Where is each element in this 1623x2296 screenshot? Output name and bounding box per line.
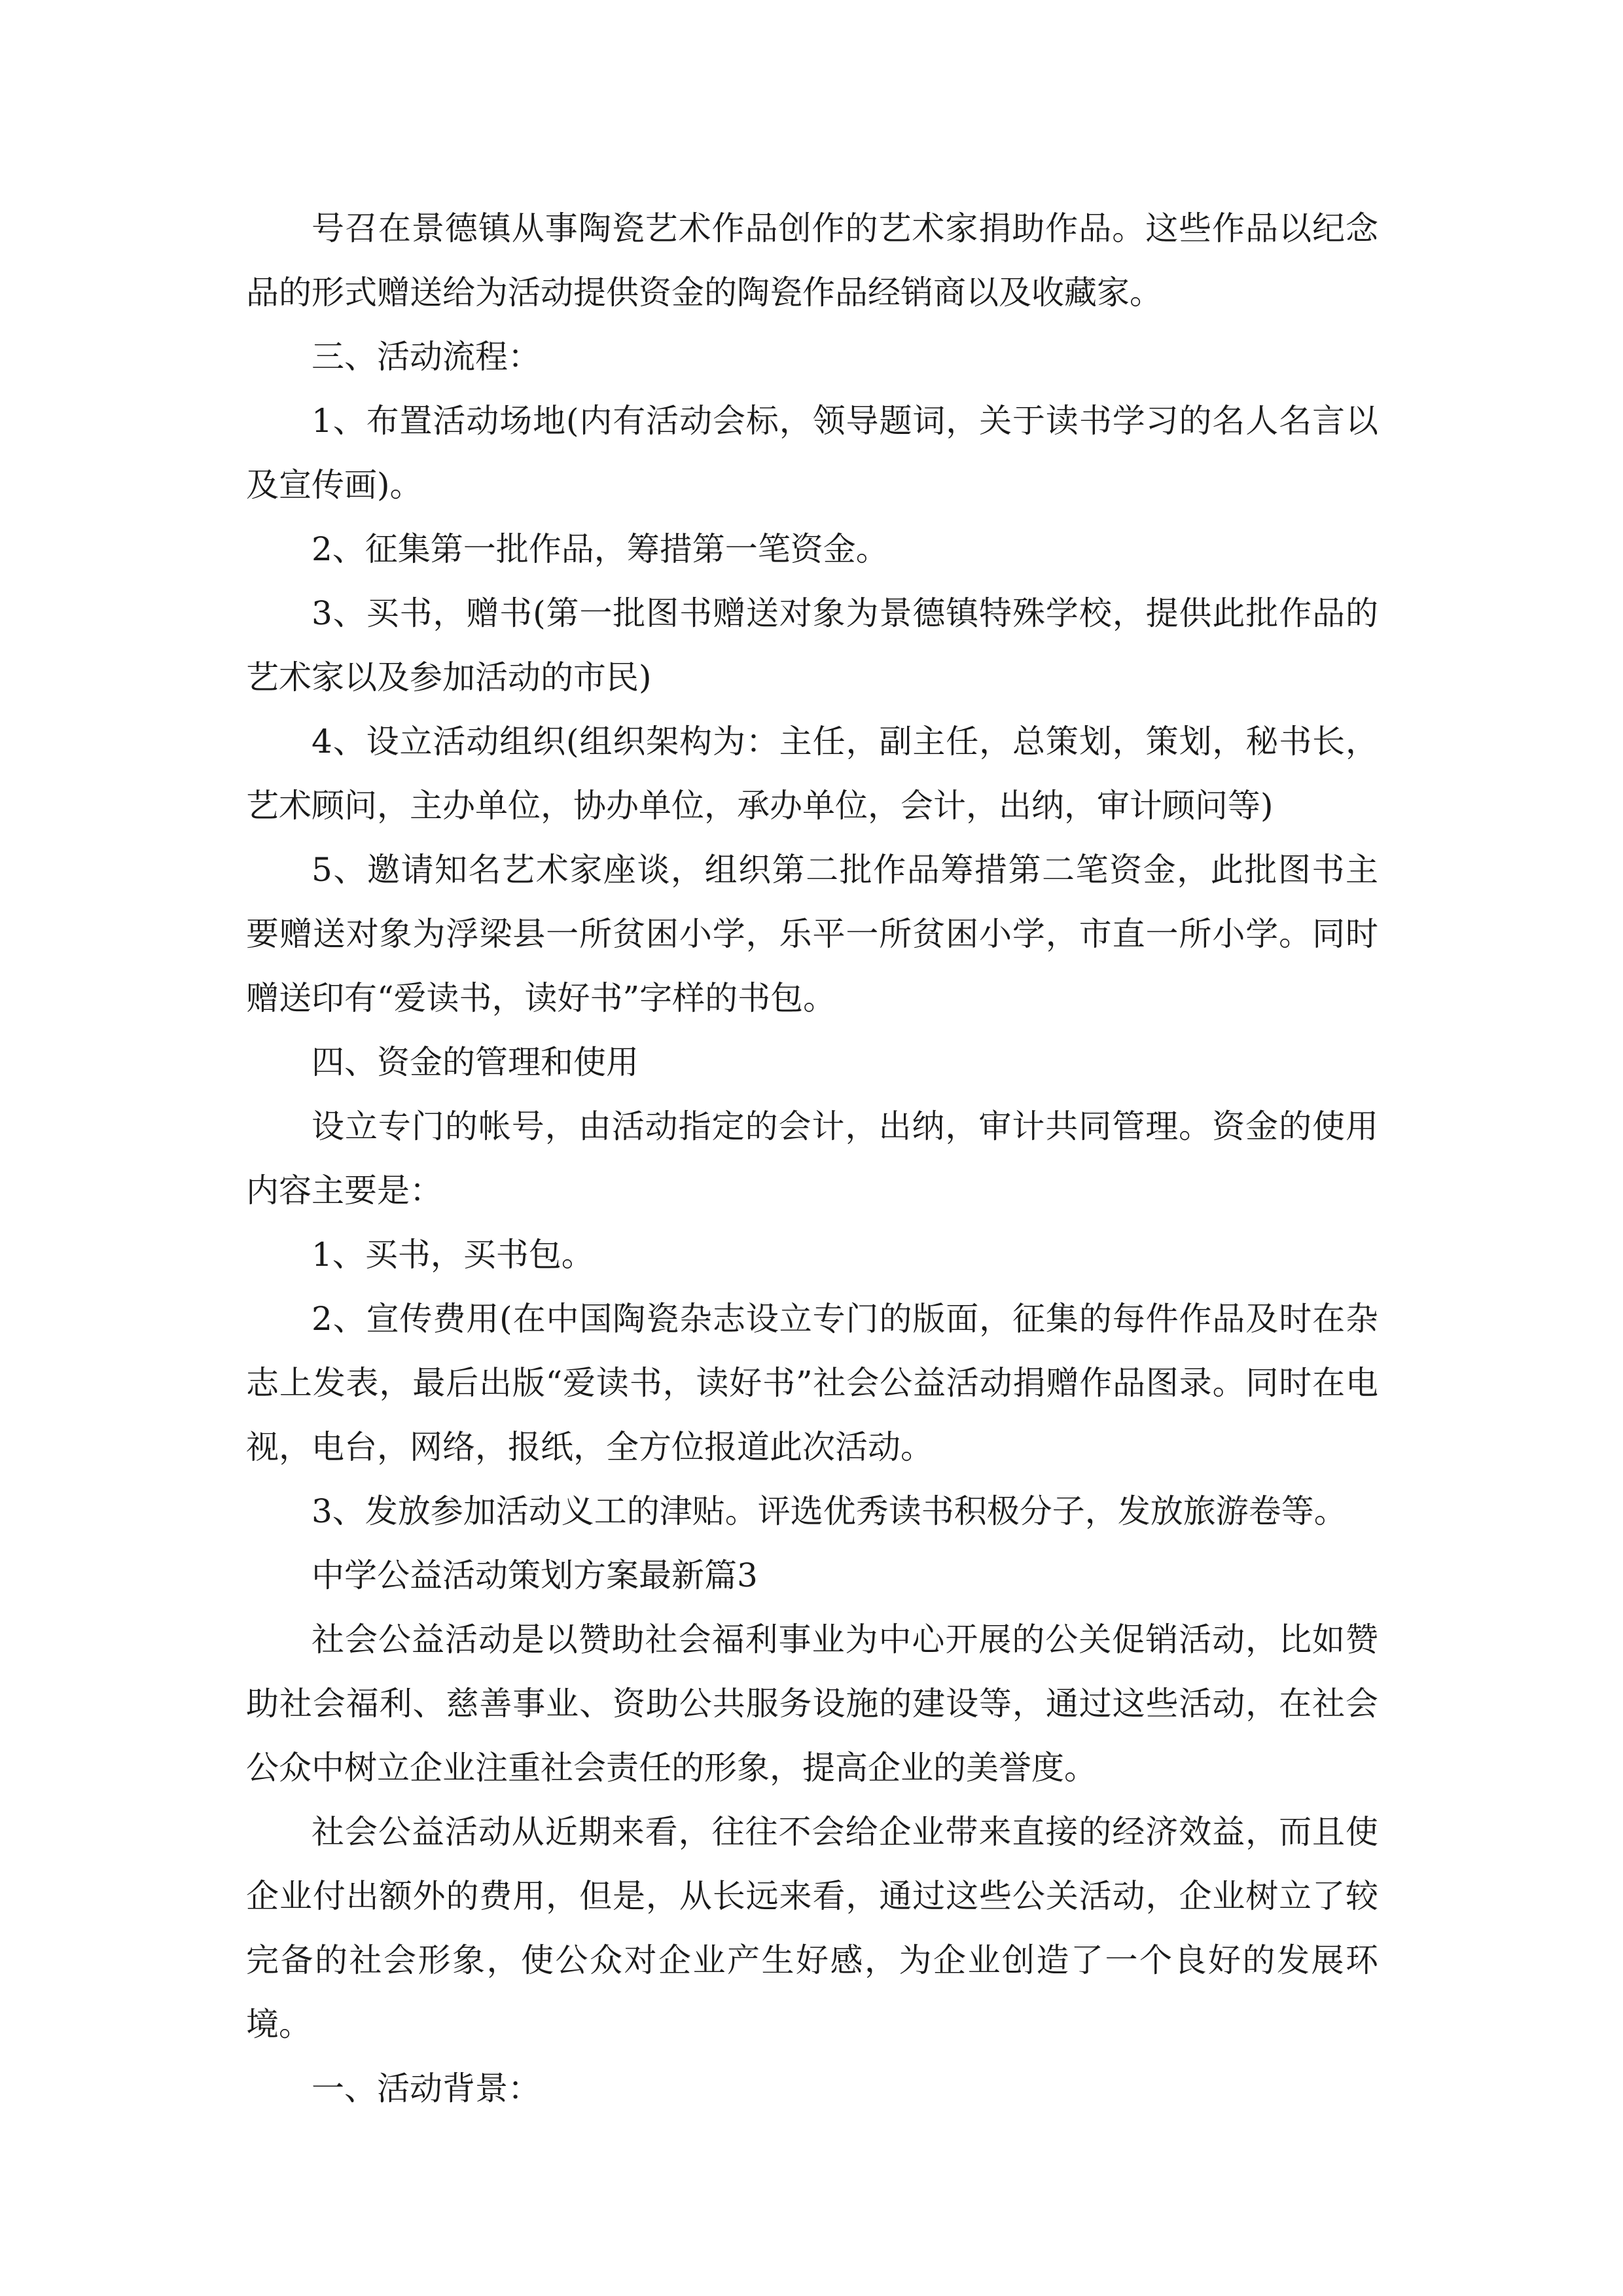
section-heading-activity-background: 一、活动背景： (312, 2070, 541, 2108)
section-heading-activity-process: 三、活动流程： (312, 338, 541, 376)
list-item: 2、宣传费用(在中国陶瓷杂志设立专门的版面，征集的每件作品及时在杂志上发表，最后出版“爱读书，读好书”社会公益活动捐赠作品图录。同时在电视，电台，网络，报纸，全方位报道此次活动。 (246, 1300, 1378, 1466)
article-title-part-3: 中学公益活动策划方案最新篇3 (312, 1556, 758, 1594)
paragraph-1: 号召在景德镇从事陶瓷艺术作品创作的艺术家捐助作品。这些作品以纪念品的形式赠送给为活动提供资金的陶瓷作品经销商以及收藏家。 (246, 209, 1378, 312)
paragraph-public-welfare-benefits: 社会公益活动从近期来看，往往不会给企业带来直接的经济效益，而且使企业付出额外的费用，但是，从长远来看，通过这些公关活动，企业树立了较完备的社会形象，使公众对企业产生好感，为企业创造了一个良好的发展环境。 (246, 1813, 1378, 2043)
list-item: 5、邀请知名艺术家座谈，组织第二批作品筹措第二笔资金，此批图书主要赠送对象为浮梁县一所贫困小学，乐平一所贫困小学，市直一所小学。同时赠送印有“爱读书，读好书”字样的书包。 (246, 851, 1378, 1017)
paragraph-public-welfare-intro: 社会公益活动是以赞助社会福利事业为中心开展的公关促销活动，比如赞助社会福利、慈善事业、资助公共服务设施的建设等，通过这些活动，在社会公众中树立企业注重社会责任的形象，提高企业的美誉度。 (246, 1621, 1378, 1787)
paragraph-fund-account: 设立专门的帐号，由活动指定的会计，出纳，审计共同管理。资金的使用内容主要是： (246, 1107, 1378, 1210)
list-item: 3、买书，赠书(第一批图书赠送对象为景德镇特殊学校，提供此批作品的艺术家以及参加活动的市民) (246, 594, 1378, 696)
document-body (246, 196, 1378, 2121)
list-item: 1、买书，买书包。 (312, 1236, 594, 1274)
list-item: 1、布置活动场地(内有活动会标，领导题词，关于读书学习的名人名言以及宣传画)。 (246, 402, 1378, 504)
list-item: 2、征集第一批作品，筹措第一笔资金。 (312, 530, 889, 568)
list-item: 3、发放参加活动义工的津贴。评选优秀读书积极分子，发放旅游卷等。 (312, 1492, 1347, 1530)
section-heading-fund-management: 四、资金的管理和使用 (312, 1043, 639, 1081)
list-item: 4、设立活动组织(组织架构为：主任，副主任，总策划，策划，秘书长，艺术顾问，主办单位，协办单位，承办单位，会计，出纳，审计顾问等) (246, 723, 1378, 825)
